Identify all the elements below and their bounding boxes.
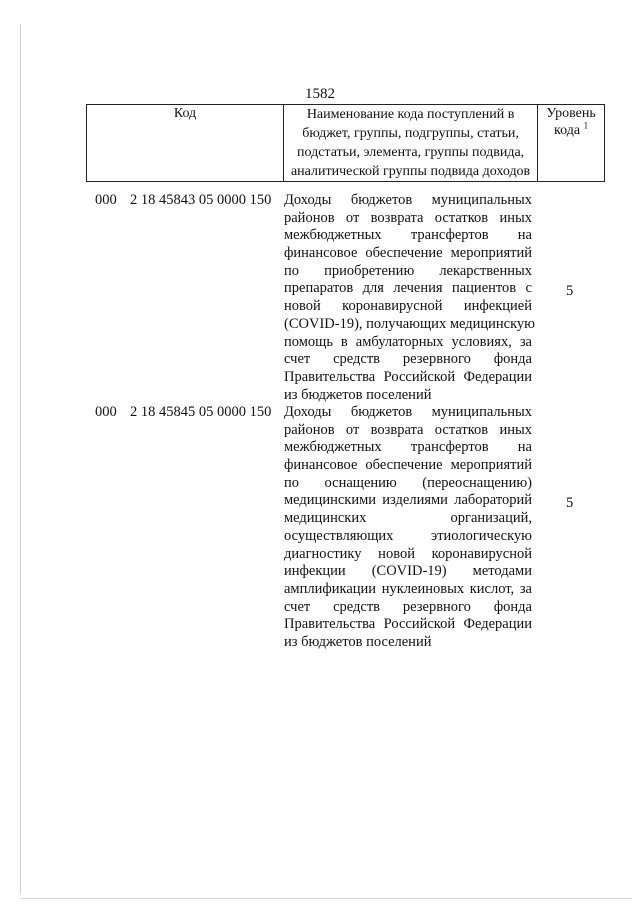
name-line: из бюджетов поселений [284,386,432,403]
header-name-line: Наименование кода поступлений в [306,107,515,122]
name-line: осуществляющих этиологическую [284,527,532,544]
name-line: по приобретению лекарственных [284,262,532,279]
name-line: Правительства Российской Федерации [284,616,532,633]
name-line: диагностику новой коронавирусной [284,545,532,562]
header-level-word: кода [554,123,581,138]
header-code-cell [87,105,284,182]
name-line: инфекции (COVID-19) методами [284,563,532,580]
header-code-label: Код [173,106,197,121]
name-line: (COVID-19), получающих медицинскую [284,315,536,332]
name-line: препаратов для лечения пациентов с [284,280,532,297]
name-line: из бюджетов поселений [284,633,432,650]
page-number: 1582 [305,86,335,102]
name-line: межбюджетных трансфертов на [284,439,532,456]
header-name-line: бюджет, группы, подгруппы, статьи, [302,126,519,141]
income-name [284,404,532,652]
scan-left-edge [20,24,21,894]
name-line: медицинских организаций, [284,510,532,527]
name-line: межбюджетных трансфертов на [284,227,532,244]
name-line: амплификации нуклеиновых кислот, за [284,580,532,597]
admin-code: 000 [95,404,117,420]
name-line: по оснащению (переоснащению) [284,474,532,491]
header-name-cell [284,105,538,182]
admin-code: 000 [95,192,117,208]
name-line: медицинскими изделиями лабораторий [284,492,532,509]
name-line: Доходы бюджетов муниципальных [284,404,532,420]
name-line: финансовое обеспечение мероприятий [284,457,532,474]
code-level: 5 [566,495,574,511]
header-name-line: подстатьи, элемента, группы подвида, [296,145,525,160]
name-line: финансовое обеспечение мероприятий [284,245,532,262]
header-level-line1: Уровень [546,106,596,121]
income-name [284,192,536,404]
name-line: счет средств резервного фонда [284,598,532,615]
name-line: районов от возврата остатков иных [284,209,532,226]
name-line: счет средств резервного фонда [284,351,532,368]
table-header [86,104,605,182]
header-name-line: аналитической группы подвида доходов [290,164,531,179]
name-line: новой коронавирусной инфекцией [284,298,532,315]
income-code: 2 18 45845 05 0000 150 [130,404,272,420]
name-line: районов от возврата остатков иных [284,421,532,438]
code-level: 5 [566,283,574,299]
name-line: Правительства Российской Федерации [284,368,532,385]
header-level-line2 [540,122,602,139]
income-code: 2 18 45843 05 0000 150 [130,192,272,208]
name-line: помощь в амбулаторных условиях, за [284,333,532,350]
scan-bottom-edge [20,898,632,899]
name-line: Доходы бюджетов муниципальных [284,192,532,208]
header-level-cell [538,105,605,182]
footnote-marker: 1 [583,120,589,131]
